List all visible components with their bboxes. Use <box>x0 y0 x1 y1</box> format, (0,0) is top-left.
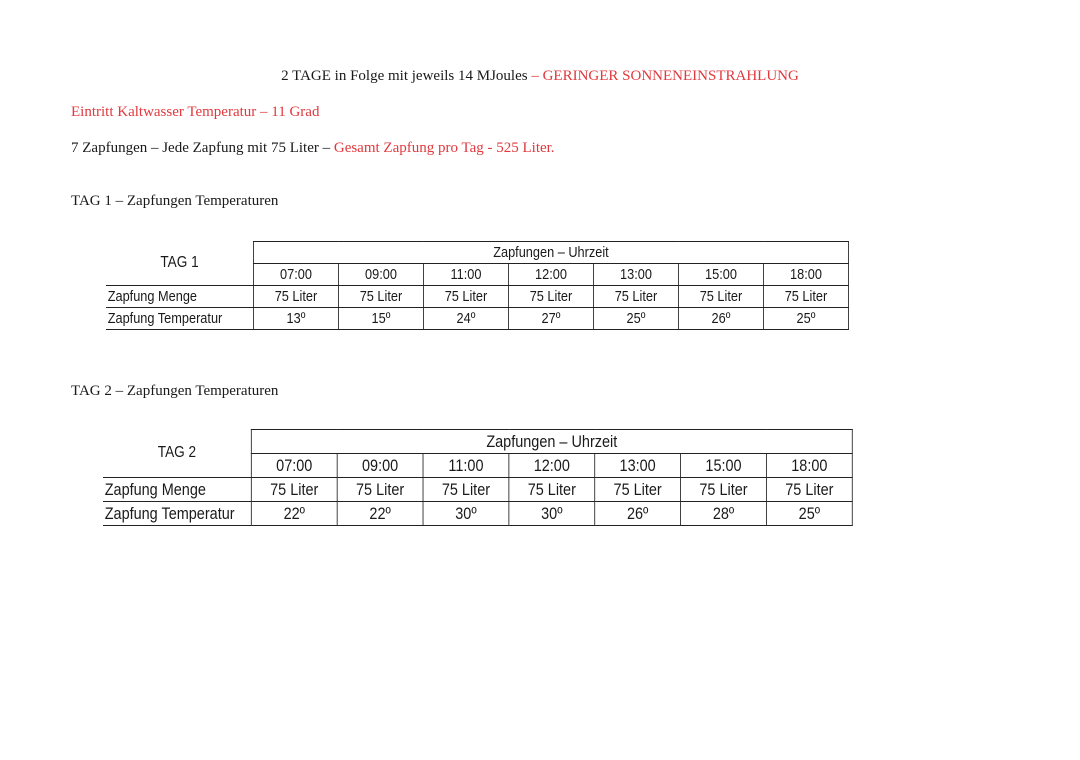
day1-temp-cell: 13º <box>253 308 338 330</box>
day2-time-cell: 07:00 <box>251 454 337 478</box>
day1-temp-label: Zapfung Temperatur <box>106 308 253 330</box>
day1-menge-label: Zapfung Menge <box>106 286 253 308</box>
day1-time-cell: 18:00 <box>763 264 848 286</box>
day1-temp-cell: 25º <box>593 308 678 330</box>
day2-time-cell: 18:00 <box>766 454 852 478</box>
day1-temp-cell: 25º <box>763 308 848 330</box>
day2-menge-cell: 75 Liter <box>681 478 767 502</box>
day1-table <box>106 241 849 330</box>
zapfungen-total: Gesamt Zapfung pro Tag - 525 Liter. <box>333 140 555 156</box>
day2-temp-cell: 30º <box>509 502 595 526</box>
day1-group-header: Zapfungen – Uhrzeit <box>253 242 848 264</box>
day1-time-cell: 13:00 <box>593 264 678 286</box>
day2-time-cell: 12:00 <box>509 454 595 478</box>
day1-time-cell: 15:00 <box>678 264 763 286</box>
day2-time-cell: 15:00 <box>681 454 767 478</box>
day1-menge-cell: 75 Liter <box>423 286 508 308</box>
day1-temp-cell: 27º <box>508 308 593 330</box>
day2-heading: TAG 2 – Zapfungen Temperaturen <box>71 383 279 399</box>
day2-menge-cell: 75 Liter <box>251 478 337 502</box>
title-highlight: – GERINGER SONNENEINSTRAHLUNG <box>531 68 799 84</box>
day2-table-label: TAG 2 <box>157 444 197 462</box>
day2-menge-cell: 75 Liter <box>766 478 852 502</box>
zapfungen-line <box>71 140 555 157</box>
day2-temp-cell: 30º <box>423 502 509 526</box>
day2-time-cell: 09:00 <box>337 454 423 478</box>
day2-temp-cell: 22º <box>337 502 423 526</box>
day1-menge-cell: 75 Liter <box>338 286 423 308</box>
day1-menge-row <box>106 286 848 308</box>
day1-menge-cell: 75 Liter <box>678 286 763 308</box>
day2-time-cell: 11:00 <box>423 454 509 478</box>
day1-temp-cell: 15º <box>338 308 423 330</box>
day1-menge-cell: 75 Liter <box>593 286 678 308</box>
day1-time-cell: 11:00 <box>423 264 508 286</box>
day1-temp-cell: 26º <box>678 308 763 330</box>
day1-time-cell: 07:00 <box>253 264 338 286</box>
day1-time-cell: 12:00 <box>508 264 593 286</box>
day1-menge-cell: 75 Liter <box>763 286 848 308</box>
day2-menge-cell: 75 Liter <box>423 478 509 502</box>
day2-table <box>103 429 853 526</box>
day2-menge-row <box>103 478 852 502</box>
day1-temp-row <box>106 308 848 330</box>
day1-menge-cell: 75 Liter <box>253 286 338 308</box>
day2-time-cell: 13:00 <box>595 454 681 478</box>
day2-temp-cell: 28º <box>681 502 767 526</box>
day1-temp-cell: 24º <box>423 308 508 330</box>
day1-time-cell: 09:00 <box>338 264 423 286</box>
zapfungen-text: 7 Zapfungen – Jede Zapfung mit 75 Liter – <box>71 140 331 156</box>
day2-temp-cell: 25º <box>766 502 852 526</box>
day2-temp-label: Zapfung Temperatur <box>103 502 251 526</box>
day1-menge-cell: 75 Liter <box>508 286 593 308</box>
day1-table-label: TAG 1 <box>160 254 199 272</box>
day2-menge-cell: 75 Liter <box>509 478 595 502</box>
day2-temp-cell: 26º <box>595 502 681 526</box>
cold-water-line: Eintritt Kaltwasser Temperatur – 11 Grad <box>71 104 320 120</box>
day2-menge-label: Zapfung Menge <box>103 478 251 502</box>
document-title <box>0 68 1080 85</box>
day2-temp-row <box>103 502 852 526</box>
day2-temp-cell: 22º <box>251 502 337 526</box>
day2-group-header: Zapfungen – Uhrzeit <box>251 430 852 454</box>
title-text: 2 TAGE in Folge mit jeweils 14 MJoules <box>281 68 528 84</box>
day1-heading: TAG 1 – Zapfungen Temperaturen <box>71 193 279 209</box>
day2-menge-cell: 75 Liter <box>595 478 681 502</box>
day2-menge-cell: 75 Liter <box>337 478 423 502</box>
